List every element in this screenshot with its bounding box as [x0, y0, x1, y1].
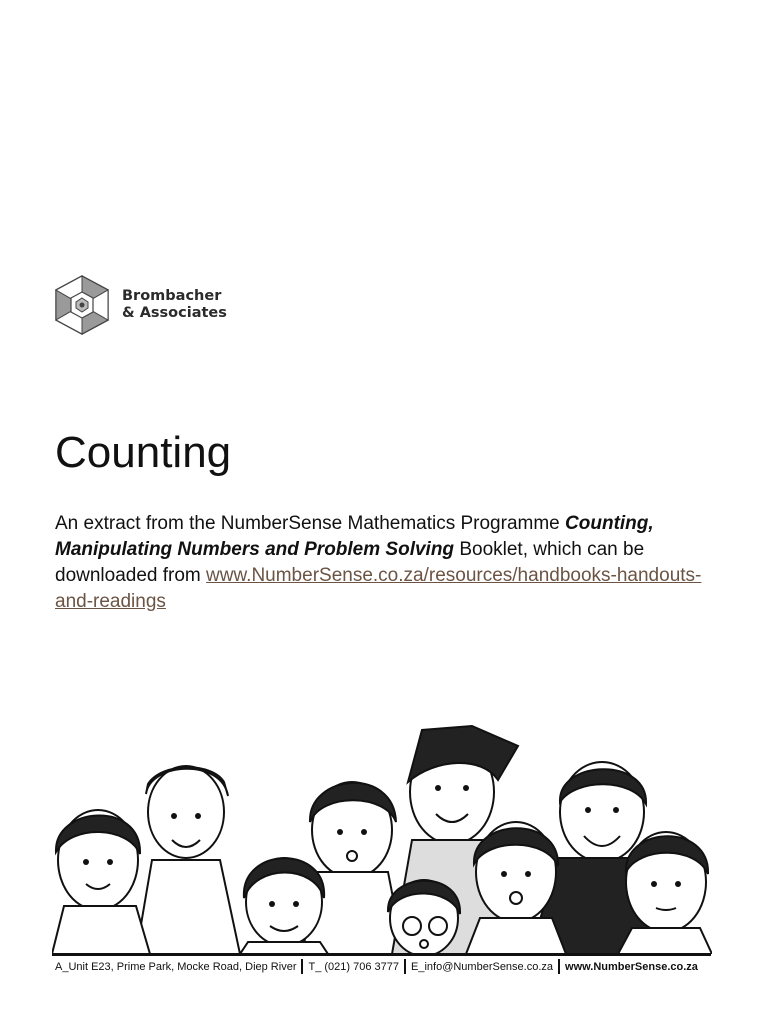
brand-logo: [52, 274, 227, 336]
intro-prefix: An extract from the NumberSense Mathematics Programme: [55, 513, 566, 534]
child-figure: [302, 782, 404, 954]
footer-separator: [404, 959, 406, 974]
brand-name: [122, 288, 227, 322]
child-figure: [136, 766, 240, 954]
footer-divider: [52, 953, 711, 956]
page-title: Counting: [55, 428, 232, 477]
child-figure: [388, 880, 460, 954]
hexagon-logo-icon: [52, 274, 112, 336]
footer-separator: [301, 959, 303, 974]
footer-website[interactable]: www.NumberSense.co.za: [565, 960, 698, 973]
footer-phone: T_ (021) 706 3777: [308, 960, 399, 973]
child-figure: [618, 832, 712, 954]
brand-name-line1: Brombacher: [122, 288, 222, 304]
footer-separator: [558, 959, 560, 974]
intro-middle: Booklet, which can be downloaded from: [55, 539, 645, 586]
intro-paragraph: [55, 511, 735, 615]
brand-name-line2: & Associates: [122, 305, 227, 321]
footer-email[interactable]: E_info@NumberSense.co.za: [411, 960, 554, 973]
child-figure: [52, 810, 150, 954]
child-figure: [466, 822, 566, 954]
booklet-title: Counting, Manipulating Numbers and Problem Solving: [55, 513, 654, 560]
resources-link[interactable]: www.NumberSense.co.za/resources/handbooks-handouts-and-readings: [55, 565, 702, 612]
children-illustration: [52, 722, 712, 954]
footer-address: A_Unit E23, Prime Park, Mocke Road, Diep River: [55, 960, 297, 973]
footer-contact: [55, 959, 715, 974]
